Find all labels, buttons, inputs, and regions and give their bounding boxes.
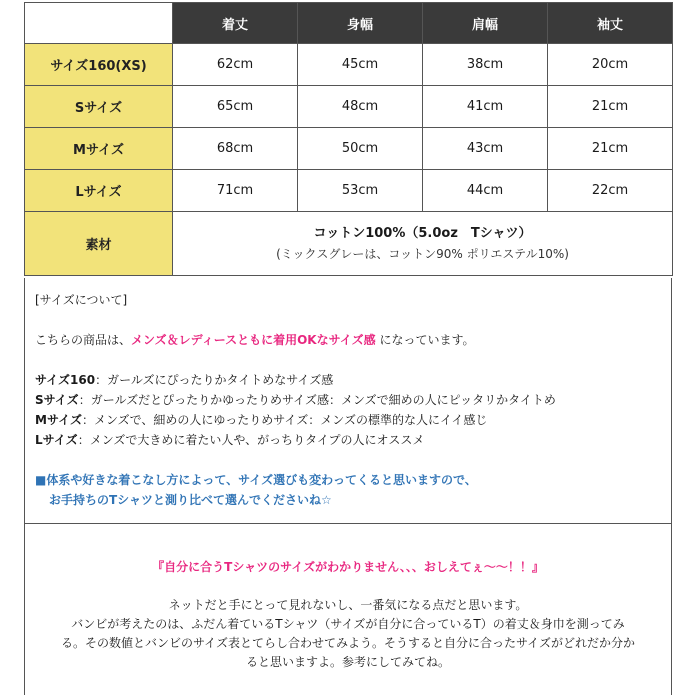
size-desc: ：ガールズだとぴったりかゆったりめサイズ感：メンズで細めの人にピッタリかタイトめ bbox=[78, 393, 556, 407]
material-cell bbox=[173, 212, 673, 276]
row-label: Sサイズ bbox=[25, 86, 173, 128]
intro-before: こちらの商品は、 bbox=[35, 333, 132, 347]
table-cell: 22cm bbox=[548, 170, 673, 212]
header-width: 身幅 bbox=[298, 3, 423, 44]
table-row bbox=[25, 44, 673, 86]
header-length: 着丈 bbox=[173, 3, 298, 44]
intro-highlight: メンズ＆レディースともに着用OKなサイズ感 bbox=[131, 333, 376, 347]
intro-after: になっています。 bbox=[379, 333, 475, 347]
size-desc-m bbox=[35, 410, 661, 430]
row-label: サイズ160(XS) bbox=[25, 44, 173, 86]
size-chart-table bbox=[24, 2, 673, 276]
tip-line-2: お手持ちのTシャツと測り比べて選んでくださいね☆ bbox=[49, 493, 332, 507]
size-name: Mサイズ bbox=[35, 413, 82, 427]
table-cell: 71cm bbox=[173, 170, 298, 212]
table-cell: 48cm bbox=[298, 86, 423, 128]
material-main: コットン100%（5.0oz Tシャツ） bbox=[313, 225, 532, 241]
advice-line: ネットだと手にとって見れないし、一番気になる点だと思います。 bbox=[168, 598, 528, 612]
table-cell: 65cm bbox=[173, 86, 298, 128]
advice-line: る。その数値とバンビのサイズ表とてらし合わせてみよう。そうすると自分に合ったサイズがどれだか分か bbox=[60, 636, 636, 650]
row-label: Lサイズ bbox=[25, 170, 173, 212]
table-cell: 62cm bbox=[173, 44, 298, 86]
table-cell: 43cm bbox=[423, 128, 548, 170]
size-desc-160 bbox=[35, 370, 661, 390]
tip-line-1: ■体系や好きな着こなし方によって、サイズ選びも変わってくると思いますので、 bbox=[35, 473, 477, 487]
size-desc: ：ガールズにぴったりかタイトめなサイズ感 bbox=[95, 373, 334, 387]
advice-box bbox=[24, 523, 672, 695]
table-row bbox=[25, 86, 673, 128]
notes-heading: [サイズについて] bbox=[35, 293, 128, 307]
table-cell: 68cm bbox=[173, 128, 298, 170]
table-header-row bbox=[25, 3, 673, 44]
table-row bbox=[25, 128, 673, 170]
table-cell: 38cm bbox=[423, 44, 548, 86]
table-cell: 41cm bbox=[423, 86, 548, 128]
table-cell: 50cm bbox=[298, 128, 423, 170]
advice-line: バンビが考えたのは、ふだん着ているTシャツ（サイズが自分に合っているT）の着丈＆身巾を測ってみ bbox=[71, 617, 625, 631]
table-cell: 21cm bbox=[548, 128, 673, 170]
material-row bbox=[25, 212, 673, 276]
size-name: サイズ160 bbox=[35, 373, 96, 387]
table-cell: 45cm bbox=[298, 44, 423, 86]
advice-headline: 『自分に合うTシャツのサイズがわかりません、、、おしえてぇ〜〜！！』 bbox=[152, 560, 544, 574]
table-cell: 53cm bbox=[298, 170, 423, 212]
header-sleeve: 袖丈 bbox=[548, 3, 673, 44]
table-cell: 21cm bbox=[548, 86, 673, 128]
table-row bbox=[25, 170, 673, 212]
size-notes-box bbox=[24, 278, 672, 524]
row-label: Mサイズ bbox=[25, 128, 173, 170]
header-corner-cell bbox=[25, 3, 173, 44]
table-cell: 44cm bbox=[423, 170, 548, 212]
size-desc-l bbox=[35, 430, 661, 450]
size-name: Lサイズ bbox=[35, 433, 78, 447]
size-desc-s bbox=[35, 390, 661, 410]
notes-intro bbox=[35, 330, 661, 350]
advice-paragraph bbox=[25, 596, 671, 672]
table-cell: 20cm bbox=[548, 44, 673, 86]
material-note: (ミックスグレーは、コットン90% ポリエステル10%) bbox=[276, 246, 569, 261]
advice-line: ると思いますよ。参考にしてみてね。 bbox=[245, 655, 450, 669]
size-desc: ：メンズで、細めの人にゆったりめサイズ：メンズの標準的な人にイイ感じ bbox=[81, 413, 488, 427]
size-desc: ：メンズで大きめに着たい人や、がっちりタイプの人にオススメ bbox=[77, 433, 425, 447]
material-label: 素材 bbox=[25, 212, 173, 276]
size-name: Sサイズ bbox=[35, 393, 79, 407]
header-shoulder: 肩幅 bbox=[423, 3, 548, 44]
